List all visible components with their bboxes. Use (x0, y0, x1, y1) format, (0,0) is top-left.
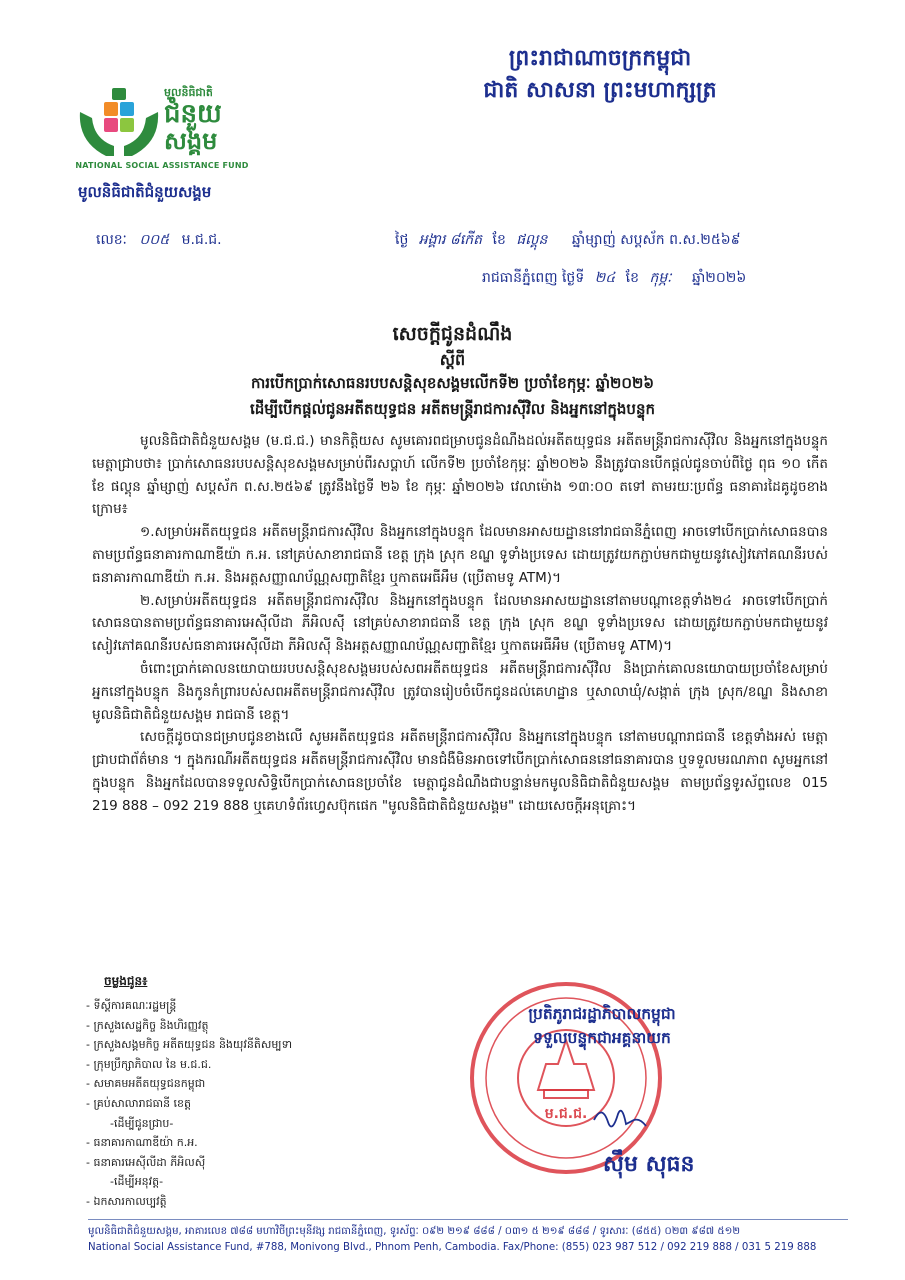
signatory-title-2: ទទួលបន្ទុកជាអគ្គនាយក (533, 1028, 671, 1047)
solar-year: ឆ្នាំ២០២៦ (691, 270, 747, 286)
signatory-title-1: ប្រតិភូរាជរដ្ឋាភិបាលកម្ពុជា (528, 1004, 676, 1023)
cc-item: - ក្រសួងសង្គមកិច្ច អតីតយុទ្ធជន និងយុវនីតិសម្បទា (86, 1038, 293, 1052)
body-paragraph-1: មូលនិធិជាតិជំនួយសង្គម (ម.ជ.ជ.) មានកិត្តិយស សូមគោរពជម្រាបជូនដំណឹងដល់អតីតយុទ្ធជន អតីតមន្ត្រីរាជការស៊ីវិល និងអ្នកនៅក្នុងបន្ទុក មេត្តាជ្រាបថា៖ ប្រាក់សោធនរបបសន្តិសុខសង្គមសម្រាប់ពីរសប្តាហ៍ លើកទី២ ប្រចាំខែកុម្ភៈ ឆ្នាំ២០២៦ នឹងត្រូវបានបើកផ្តល់ជូនចាប់ពីថ្ងៃ ពុធ ១០ កើត ខែ ផល្គុន ឆ្នាំម្សាញ់ សប្តស័ក ព.ស.២៥៦៩ ត្រូវនឹងថ្ងៃទី ២៦ ខែ កុម្ភៈ ឆ្នាំ២០២៦ វេលាម៉ោង ១៣:០០ តទៅ តាមរយៈប្រព័ន្ធ ធនាគារដៃគូដូចខាងក្រោម៖ (92, 433, 828, 518)
fund-logo (76, 84, 266, 194)
logo-line-1: មូលនិធិជាតិ (164, 86, 213, 99)
lunar-month-label: ខែ (492, 232, 506, 248)
document-footer (88, 1224, 848, 1256)
notice-about: ស្តីពី (439, 350, 466, 369)
logo-line-3: សង្គម (164, 127, 218, 155)
body-paragraph-4: ចំពោះប្រាក់គោលនយោបាយរបបសន្តិសុខសង្គមរបស់សពអតីតយុទ្ធជន អតីតមន្ត្រីរាជការស៊ីវិល និងប្រាក់គោលនយោបាយប្រចាំខែសម្រាប់អ្នកនៅក្នុងបន្ទុក និងកូនកំព្រារបស់សពអតីតមន្ត្រីរាជការស៊ីវិល ត្រូវបានរៀបចំបើកជូនដល់គេហដ្ឋាន ឬសាលាឃុំ/សង្កាត់ ក្រុង ស្រុក/ខណ្ឌ និងសាខាមូលនិធិជាតិជំនួយសង្គម រាជធានី ខេត្ត។ (92, 660, 828, 723)
logo-line-2: ជំនួយ (164, 99, 222, 129)
signatory-name: ស៊ឹម សុធន (603, 1151, 695, 1177)
reference-value: ០០៥ (139, 232, 170, 248)
cc-item: - ទីស្តីការគណៈរដ្ឋមន្ត្រី (86, 999, 177, 1012)
cc-item: - សមាគមអតីតយុទ្ធជនកម្ពុជា (86, 1077, 206, 1091)
seal-text: ម.ជ.ជ. (544, 1106, 588, 1122)
logo-khmer-text (164, 86, 222, 154)
lunar-date (395, 230, 741, 251)
body-paragraph-2: ១.សម្រាប់អតីតយុទ្ធជន អតីតមន្ត្រីរាជការស៊ីវិល និងអ្នកនៅក្នុងបន្ទុក ដែលមានអាសយដ្ឋាននៅរាជធានីភ្នំពេញ អាចទៅបើកប្រាក់សោធនបានតាមប្រព័ន្ធធនាគារកាណាឌីយ៉ា ក.អ. នៅគ្រប់សាខារាជធានី ខេត្ត ក្រុង ស្រុក ខណ្ឌ ទូទាំងប្រទេស ដោយត្រូវយកភ្ជាប់មកជាមួយនូវសៀវភៅគណនីរបស់ធនាគារកាណាឌីយ៉ា ក.អ. និងអត្តសញ្ញាណប័ណ្ណសញ្ជាតិខ្មែរ ឬកាតអេធីអឹម (ប្រើតាមទូ ATM)។ (92, 524, 828, 586)
signature-block (432, 1002, 772, 1050)
cc-item: - ធនាគារអេស៊ីលីដា ភីអិលស៊ី (86, 1155, 206, 1169)
logo-caption: NATIONAL SOCIAL ASSISTANCE FUND (75, 161, 249, 170)
lunar-day-label: ថ្ងៃ (395, 232, 409, 248)
cc-item: - ក្រុមប្រឹក្សាភិបាល នៃ ម.ជ.ជ. (86, 1057, 212, 1071)
cc-item: -ដើម្បីអនុវត្ត- (110, 1175, 164, 1189)
body-paragraph-3: ២.សម្រាប់អតីតយុទ្ធជន អតីតមន្ត្រីរាជការស៊ីវិល និងអ្នកនៅក្នុងបន្ទុក ដែលមានអាសយដ្ឋាននៅតាមបណ្តាខេត្តទាំង២៤ អាចទៅបើកប្រាក់សោធនបានតាមប្រព័ន្ធធនាគារអេស៊ីលីដា ភីអិលស៊ី នៅគ្រប់សាខារាជធានី ខេត្ត ក្រុង ស្រុក ខណ្ឌ ទូទាំងប្រទេស ដោយត្រូវយកភ្ជាប់មកជាមួយនូវសៀវភៅគណនីរបស់ធនាគារអេស៊ីលីដា ភីអិលស៊ី និងអត្តសញ្ញាណប័ណ្ណសញ្ជាតិខ្មែរ ឬកាតអេធីអឹម (ប្រើតាមទូ ATM)។ (92, 592, 828, 655)
reference-number (96, 230, 222, 251)
lunar-day-value: អង្គារ ៨កើត (418, 232, 483, 248)
footer-divider (88, 1219, 848, 1220)
notice-subject-line-1: ការបើកប្រាក់សោធនរបបសន្តិសុខសង្គមលើកទី២ ប្រចាំខែកុម្ភៈ ឆ្នាំ២០២៦ (251, 374, 654, 392)
cc-list (86, 996, 292, 1212)
handwritten-signature (590, 1100, 650, 1136)
notice-subject-line-2: ដើម្បីបើកផ្តល់ជូនអតីតយុទ្ធជន អតីតមន្ត្រីរាជការស៊ីវិល និងអ្នកនៅក្នុងបន្ទុក (250, 400, 655, 418)
document-header (320, 42, 880, 106)
reference-label: លេខៈ (96, 232, 127, 248)
cc-title: ចម្លងជូន៖ (104, 974, 148, 988)
notice-body (92, 430, 828, 818)
kingdom-line: ព្រះរាជាណាចក្រកម្ពុជា (508, 45, 692, 71)
solar-day: ២៤ (594, 270, 616, 286)
solar-month: កុម្ភៈ (649, 270, 672, 286)
motto-line: ជាតិ សាសនា ព្រះមហាក្សត្រ (483, 77, 717, 103)
cc-item: - ធនាគារកាណាឌីយ៉ា ក.អ. (86, 1136, 198, 1150)
solar-date (482, 268, 746, 289)
reference-suffix: ម.ជ.ជ. (181, 232, 222, 248)
body-paragraph-5: សេចក្តីដូចបានជម្រាបជូនខាងលើ សូមអតីតយុទ្ធជន អតីតមន្ត្រីរាជការស៊ីវិល និងអ្នកនៅក្នុងបន្ទុក នៅតាមបណ្តារាជធានី ខេត្តទាំងអស់ មេត្តាជ្រាបជាព័ត៌មាន ។ ក្នុងករណីអតីតយុទ្ធជន អតីតមន្ត្រីរាជការស៊ីវិល មានជំងឺមិនអាចទៅបើកប្រាក់សោធននៅធនាគារបាន ឬទទួលមរណភាព សូមអ្នកនៅក្នុងបន្ទុក និងអ្នកដែលបានទទួលសិទ្ធិបើកប្រាក់សោធនប្រចាំខែ មេត្តាជូនដំណឹងជាបន្ទាន់មកមូលនិធិជាតិជំនួយសង្គម តាមប្រព័ន្ធទូរស័ព្ទលេខ 015 219 888 – 092 219 888 ឬគេហទំព័រហ្វេសប៊ុកផេក "មូលនិធិជាតិជំនួយសង្គម" ដោយសេចក្តីអនុគ្រោះ។ (92, 729, 828, 814)
lunar-month-value: ផល្គុន (516, 232, 548, 248)
footer-english: National Social Assistance Fund, #788, Monivong Blvd., Phnom Penh, Cambodia. Fax/Phone: (855) 023 987 512 / 092 219 888 / 031 5 219 888 (88, 1242, 817, 1253)
cc-item: - ក្រសួងសេដ្ឋកិច្ច និងហិរញ្ញវត្ថុ (86, 1018, 209, 1032)
notice-title: សេចក្តីជូនដំណឹង (392, 323, 513, 345)
solar-month-label: ខែ (625, 270, 639, 286)
cc-item: -ដើម្បីជូនជ្រាប- (110, 1116, 174, 1130)
solar-place: រាជធានីភ្នំពេញ ថ្ងៃទី (482, 270, 585, 286)
fund-name: មូលនិធិជាតិជំនួយសង្គម (78, 183, 212, 201)
cc-item: - ឯកសារកាលប្បវត្តិ (86, 1194, 167, 1208)
footer-khmer: មូលនិធិជាតិជំនួយសង្គម, អាគារលេខ ៧៨៨ មហាវិថីព្រះមុនីវង្ស រាជធានីភ្នំពេញ, ទូរស័ព្ទៈ ០៩២ ២១៩ ៨៨៨ / ០៣១ ៥ ២១៩ ៨៨៨ / ទូរសារៈ (៨៥៥) ០២៣ ៩៨៧ ៥១២ (88, 1226, 741, 1237)
cc-item: - គ្រប់សាលារាជធានី ខេត្ត (86, 1096, 192, 1110)
lunar-year: ឆ្នាំម្សាញ់ សប្តស័ក ព.ស.២៥៦៩ (571, 232, 741, 248)
